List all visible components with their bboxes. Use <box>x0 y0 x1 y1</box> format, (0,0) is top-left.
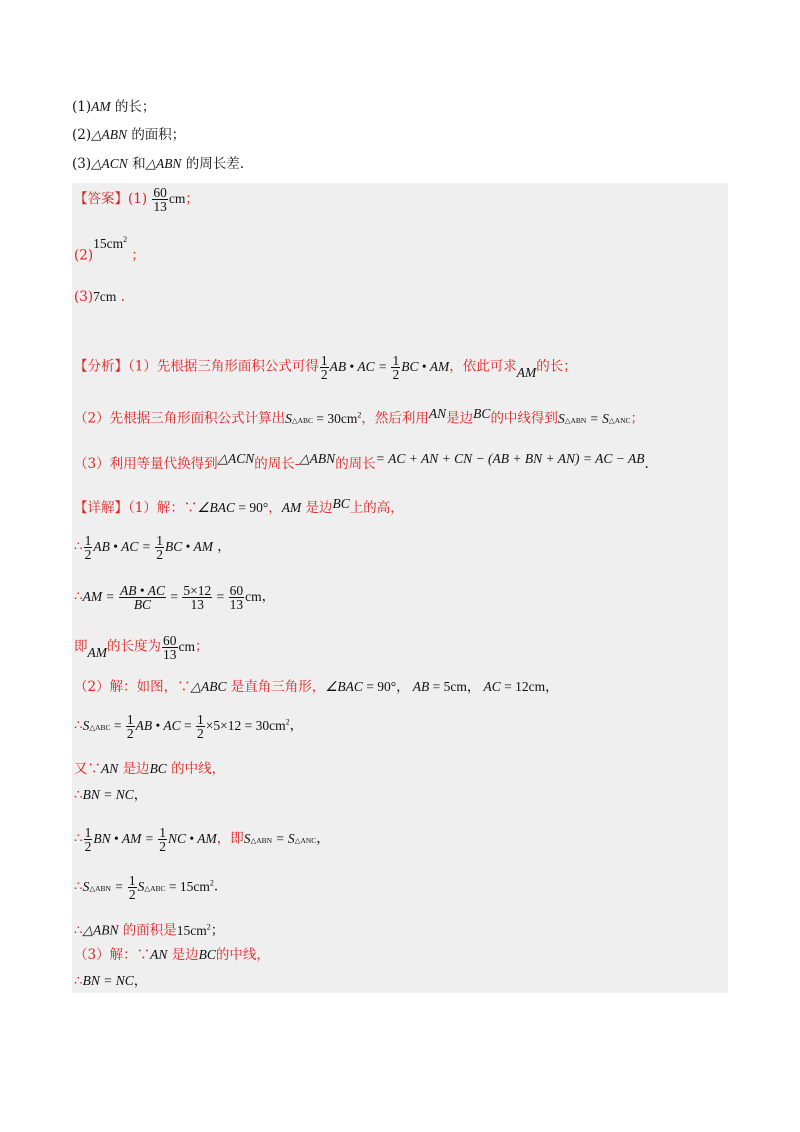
math-expr: S△ABN = S△ANC <box>557 410 631 426</box>
math-expr: BC <box>198 947 216 962</box>
question-1 <box>72 98 155 116</box>
analysis-text: 的长； <box>536 358 577 375</box>
detail-text: 是边 <box>305 500 333 516</box>
math-expr: BC <box>332 496 350 511</box>
analysis-line-1 <box>74 354 577 381</box>
math-expr: △ACN <box>217 451 255 466</box>
question-text: 的长； <box>114 99 156 115</box>
detail-line-1 <box>74 496 404 517</box>
math-expr: △ABN <box>82 922 119 938</box>
therefore-symbol: ∴ <box>74 588 83 605</box>
analysis-text: 的周长- <box>254 456 300 472</box>
detail-line-8: ∴BN = NC， <box>74 787 148 803</box>
answer-number: (2) <box>74 247 94 264</box>
math-expr: AN <box>150 947 168 962</box>
therefore-symbol: ∴ <box>74 538 83 555</box>
detail-text: 的长度为 <box>107 638 161 655</box>
analysis-text: ，依此可求 <box>449 358 517 375</box>
math-expr: BN = NC <box>82 973 134 988</box>
question-number: (1) <box>72 99 92 115</box>
detail-text: 的中线， <box>171 761 226 777</box>
analysis-text: （1）先根据三角形面积公式可得 <box>128 358 319 375</box>
denominator: 13 <box>153 199 167 214</box>
therefore-symbol: ∴ <box>74 922 83 939</box>
detail-text: （1）解：∵ <box>128 500 198 516</box>
question-number: (2) <box>72 127 92 143</box>
analysis-line-2 <box>74 406 644 430</box>
exponent: 2 <box>123 235 128 244</box>
punct: . <box>120 289 125 305</box>
math-expr: ∠BAC = 90°， AB = 5cm， AC = 12cm <box>325 679 546 694</box>
detail-line-11: ∴△ABN 的面积是$15cm^2$； <box>74 922 225 939</box>
analysis-text: ； <box>630 410 645 427</box>
math-expr: △ABC <box>190 679 227 694</box>
analysis-text: （3）利用等量代换得到 <box>74 456 218 472</box>
math-expr: BC <box>473 405 491 421</box>
detail-text: 上的高， <box>349 500 404 516</box>
math-expr: = AC + AN + CN − (AB + BN + AN) = AC − AB <box>375 451 645 466</box>
analysis-line-3: （3）利用等量代换得到△ACN的周长-△ABN的周长= AC + AN + CN − (AB + BN + AN) = AC − AB. <box>74 451 649 472</box>
detail-label: 【详解】 <box>74 500 128 516</box>
punct: ； <box>185 191 199 207</box>
question-number: (3) <box>72 156 92 172</box>
analysis-text: ，然后利用 <box>361 410 429 427</box>
math-expr: AM <box>516 364 537 380</box>
math-expr: AM = $\frac{AB • AC}{BC}$ = $\frac{5\times 12}{13}$ = $\frac{60}{13}$ cm <box>82 583 262 612</box>
answer-value: 15cm <box>93 235 124 251</box>
detail-text: （3）解：∵ <box>74 947 151 963</box>
math-expr: S△ABN = S△ANC <box>243 830 317 846</box>
math-expr: △ACN <box>91 156 128 171</box>
math-expr: S△ABC = $30cm^2$ <box>285 410 362 426</box>
answer-line-3 <box>74 288 125 306</box>
analysis-label: 【分析】 <box>74 358 128 375</box>
math-expr: $\frac{60}{13}$ cm <box>163 633 195 662</box>
math-expr: △ABN <box>145 156 182 171</box>
answer-line-2 <box>74 235 145 265</box>
detail-text: 又∵ <box>74 761 101 777</box>
detail-line-7 <box>74 760 225 778</box>
math-expr: $\frac{1}{2}$ AB • AC = $\frac{1}{2}$ BC • AM <box>84 533 213 562</box>
detail-text: 是边 <box>122 761 150 777</box>
therefore-symbol: ∴ <box>74 830 83 847</box>
numerator: 60 <box>153 185 167 200</box>
detail-line-12 <box>74 946 270 964</box>
question-text: 的面积； <box>131 127 186 143</box>
math-expr: S△ABC = $\frac{1}{2}$ AB • AC = $\frac{1}{2}$ $\times 5\times 12 = 30cm^2$ <box>82 712 290 741</box>
detail-text: 是直角三角形， <box>230 679 326 695</box>
question-3 <box>72 155 244 173</box>
math-expr: BN = NC <box>82 787 134 802</box>
punct: ； <box>131 247 145 264</box>
math-expr: ∠BAC = 90° <box>197 500 269 515</box>
analysis-text: 的周长 <box>335 456 376 472</box>
question-text: 的周长差. <box>185 156 245 172</box>
therefore-symbol: ∴ <box>74 717 83 734</box>
math-expr: △ABN <box>91 127 128 142</box>
detail-text: ，即 <box>216 830 244 847</box>
question-text: 和 <box>132 156 146 172</box>
detail-text: 的面积是 <box>122 922 177 939</box>
math-expr: $\frac{1}{2}$ AB • AC = $\frac{1}{2}$ BC • AM <box>320 353 450 382</box>
detail-text: ， <box>268 500 282 516</box>
detail-line-6 <box>74 713 303 740</box>
answer-value: 7cm <box>93 289 117 304</box>
therefore-symbol: ∴ <box>74 878 83 895</box>
answer-number: (3) <box>74 289 94 305</box>
math-expr: AM <box>281 500 302 515</box>
math-expr: AM <box>87 644 107 660</box>
fraction <box>152 186 168 213</box>
math-expr: AM <box>91 99 111 114</box>
answer-number: (1) <box>128 191 148 207</box>
answer-label: 【答案】 <box>74 191 128 207</box>
analysis-text: （2）先根据三角形面积公式计算出 <box>74 410 286 427</box>
detail-line-2: ∴ $\frac{1}{2}$ AB • AC = $\frac{1}{2}$ BC • AM ， <box>74 533 231 562</box>
punct: ， <box>289 717 304 734</box>
detail-text: 即 <box>74 638 88 655</box>
detail-line-5: （2）解：如图，∵△ABC 是直角三角形，∠BAC = 90°， AB = 5cm， AC = 12cm， <box>74 679 559 695</box>
detail-line-13: ∴BN = NC， <box>74 973 148 989</box>
math-expr: $\frac{1}{2}$ BN • AM = $\frac{1}{2}$ NC • AM <box>84 825 217 854</box>
detail-text: （2）解：如图，∵ <box>74 679 191 695</box>
math-expr: S△ABN = $\frac{1}{2}$ S△ABC = $15cm^2$ <box>82 873 214 902</box>
therefore-symbol: ∴ <box>74 787 83 803</box>
detail-line-9: ∴ $\frac{1}{2}$ BN • AM = $\frac{1}{2}$ NC • AM，即S△ABN = S△ANC， <box>74 825 330 854</box>
math-expr: AN <box>428 405 447 421</box>
math-expr: AN <box>101 761 119 776</box>
detail-line-3: ∴AM = $\frac{AB • AC}{BC}$ = $\frac{5\times 12}{13}$ = $\frac{60}{13}$ cm， <box>74 583 276 612</box>
math-expr: $15cm^2$ <box>176 922 211 938</box>
math-expr: △ABN <box>299 451 336 466</box>
detail-text: 是边 <box>171 947 199 963</box>
therefore-symbol: ∴ <box>74 973 83 989</box>
detail-text: ； <box>195 638 209 655</box>
detail-line-4 <box>74 634 209 661</box>
analysis-text: 的中线得到 <box>490 410 558 427</box>
answer-line-1 <box>74 186 199 213</box>
math-expr: BC <box>149 761 167 776</box>
analysis-text: 是边 <box>446 410 474 427</box>
unit: cm <box>168 191 186 206</box>
detail-text: 的中线， <box>215 947 270 963</box>
question-2 <box>72 126 185 144</box>
detail-line-10: ∴S△ABN = $\frac{1}{2}$ S△ABC = $15cm^2$. <box>74 873 219 902</box>
